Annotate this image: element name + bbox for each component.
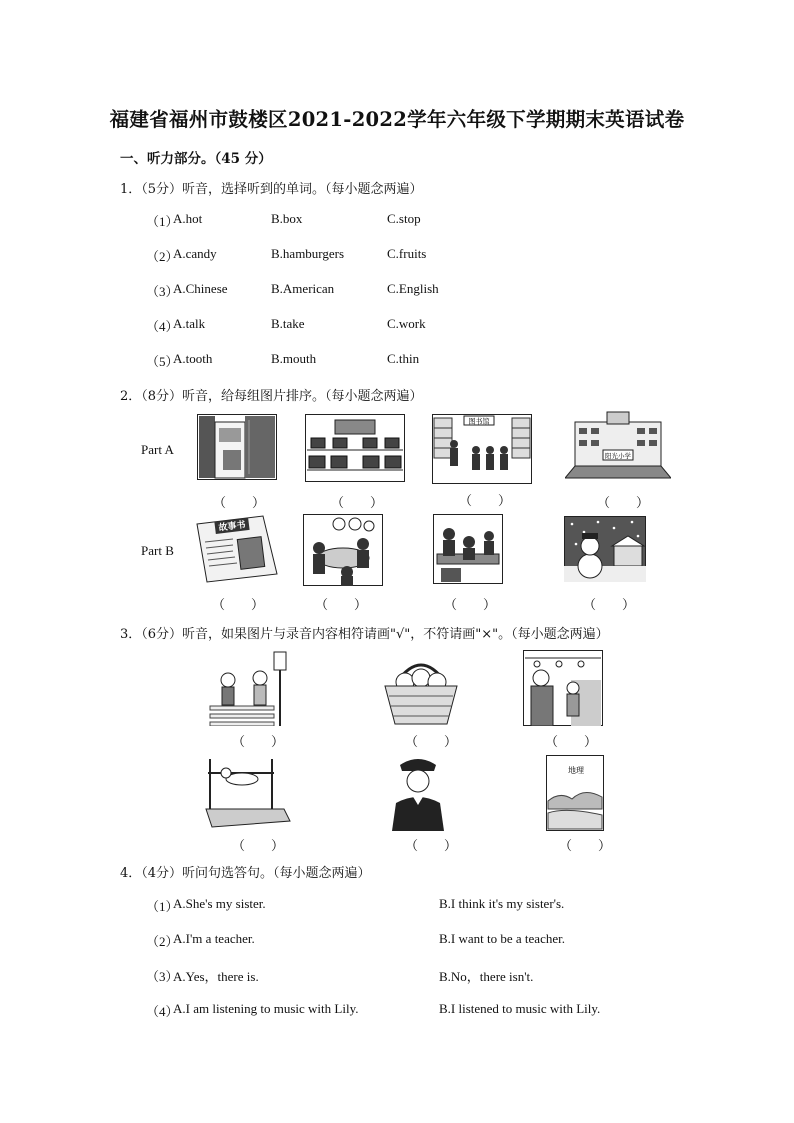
q1-option-a[interactable]: A.tooth — [173, 351, 213, 366]
q4-item-number: （2） — [146, 934, 179, 949]
part-b-label: Part B — [141, 543, 174, 558]
answer-blank[interactable]: （ ） — [212, 597, 265, 612]
school-building-picture — [565, 408, 671, 484]
q1-option-a[interactable]: A.Chinese — [173, 281, 228, 296]
q1-option-b[interactable]: B.box — [271, 211, 303, 226]
library-picture — [432, 414, 532, 484]
page-title: 福建省福州市鼓楼区2021-2022学年六年级下学期期末英语试卷 — [109, 108, 685, 131]
q4-item-number: （1） — [146, 899, 179, 914]
kids-at-table-picture — [303, 514, 383, 586]
fruit-basket-picture — [381, 652, 461, 726]
q1-option-c[interactable]: C.English — [387, 281, 439, 296]
snowman-picture — [564, 516, 646, 582]
library-sign: 图书馆 — [468, 417, 490, 426]
q1-item-number: （3） — [146, 284, 179, 299]
q4-option-a[interactable]: A.I am listening to music with Lily. — [173, 1001, 359, 1016]
q1-option-a[interactable]: A.talk — [173, 316, 206, 331]
computer-room-picture — [305, 414, 405, 482]
answer-blank[interactable]: （ ） — [405, 734, 458, 749]
answer-blank[interactable]: （ ） — [331, 495, 384, 510]
answer-blank[interactable]: （ ） — [444, 597, 497, 612]
q4-option-a[interactable]: A.Yes，there is. — [173, 969, 259, 984]
q1-option-b[interactable]: B.take — [271, 316, 305, 331]
answer-blank[interactable]: （ ） — [213, 495, 266, 510]
q1-option-b[interactable]: B.hamburgers — [271, 246, 345, 261]
q1-option-a[interactable]: A.hot — [173, 211, 203, 226]
q3-prompt: 3．（6分）听音，如果图片与录音内容相符请画"√"，不符请画"×"。（每小题念两遍） — [120, 627, 609, 642]
book-title: 地理 — [568, 766, 584, 775]
q1-item-number: （4） — [146, 319, 179, 334]
q1-option-c[interactable]: C.work — [387, 316, 426, 331]
family-dinner-picture — [433, 514, 503, 584]
answer-blank[interactable]: （ ） — [232, 838, 285, 853]
section-heading: 一、听力部分。（45 分） — [120, 151, 272, 167]
q1-option-b[interactable]: B.American — [271, 281, 335, 296]
answer-blank[interactable]: （ ） — [232, 734, 285, 749]
answer-blank[interactable]: （ ） — [583, 597, 636, 612]
crosswalk-kids-picture — [208, 650, 288, 726]
answer-blank[interactable]: （ ） — [545, 734, 598, 749]
q4-option-b[interactable]: B.I want to be a teacher. — [439, 931, 565, 946]
q1-option-c[interactable]: C.thin — [387, 351, 420, 366]
storybook-picture — [193, 514, 281, 584]
q1-item-number: （2） — [146, 249, 179, 264]
q1-prompt: 1．（5分）听音，选择听到的单词。（每小题念两遍） — [120, 182, 423, 197]
q1-option-a[interactable]: A.candy — [173, 246, 217, 261]
police-officer-picture — [390, 755, 446, 831]
classroom-door-picture — [197, 414, 277, 480]
storybook-title: 故事书 — [218, 520, 247, 534]
q1-option-b[interactable]: B.mouth — [271, 351, 317, 366]
q4-prompt: 4．（4分）听问句选答句。（每小题念两遍） — [120, 866, 371, 881]
answer-blank[interactable]: （ ） — [459, 493, 512, 508]
answer-blank[interactable]: （ ） — [315, 597, 368, 612]
answer-blank[interactable]: （ ） — [405, 838, 458, 853]
q4-item-number: （3） — [146, 969, 179, 984]
school-sign: 阳光小学 — [605, 452, 631, 460]
q1-item-number: （5） — [146, 354, 179, 369]
q4-option-b[interactable]: B.No，there isn't. — [439, 969, 534, 984]
q1-option-c[interactable]: C.fruits — [387, 246, 427, 261]
q2-prompt: 2．（8分）听音，给每组图片排序。（每小题念两遍） — [120, 389, 423, 404]
part-a-label: Part A — [141, 442, 174, 457]
q1-item-number: （1） — [146, 214, 179, 229]
q4-item-number: （4） — [146, 1004, 179, 1019]
q1-option-c[interactable]: C.stop — [387, 211, 421, 226]
q4-option-a[interactable]: A.She's my sister. — [173, 896, 266, 911]
bus-passengers-picture — [523, 650, 603, 726]
q4-option-a[interactable]: A.I'm a teacher. — [173, 931, 255, 946]
answer-blank[interactable]: （ ） — [559, 838, 612, 853]
answer-blank[interactable]: （ ） — [597, 495, 650, 510]
geography-book-picture — [546, 755, 604, 831]
q4-option-b[interactable]: B.I think it's my sister's. — [439, 896, 565, 911]
q4-option-b[interactable]: B.I listened to music with Lily. — [439, 1001, 601, 1016]
high-jump-picture — [202, 755, 292, 831]
